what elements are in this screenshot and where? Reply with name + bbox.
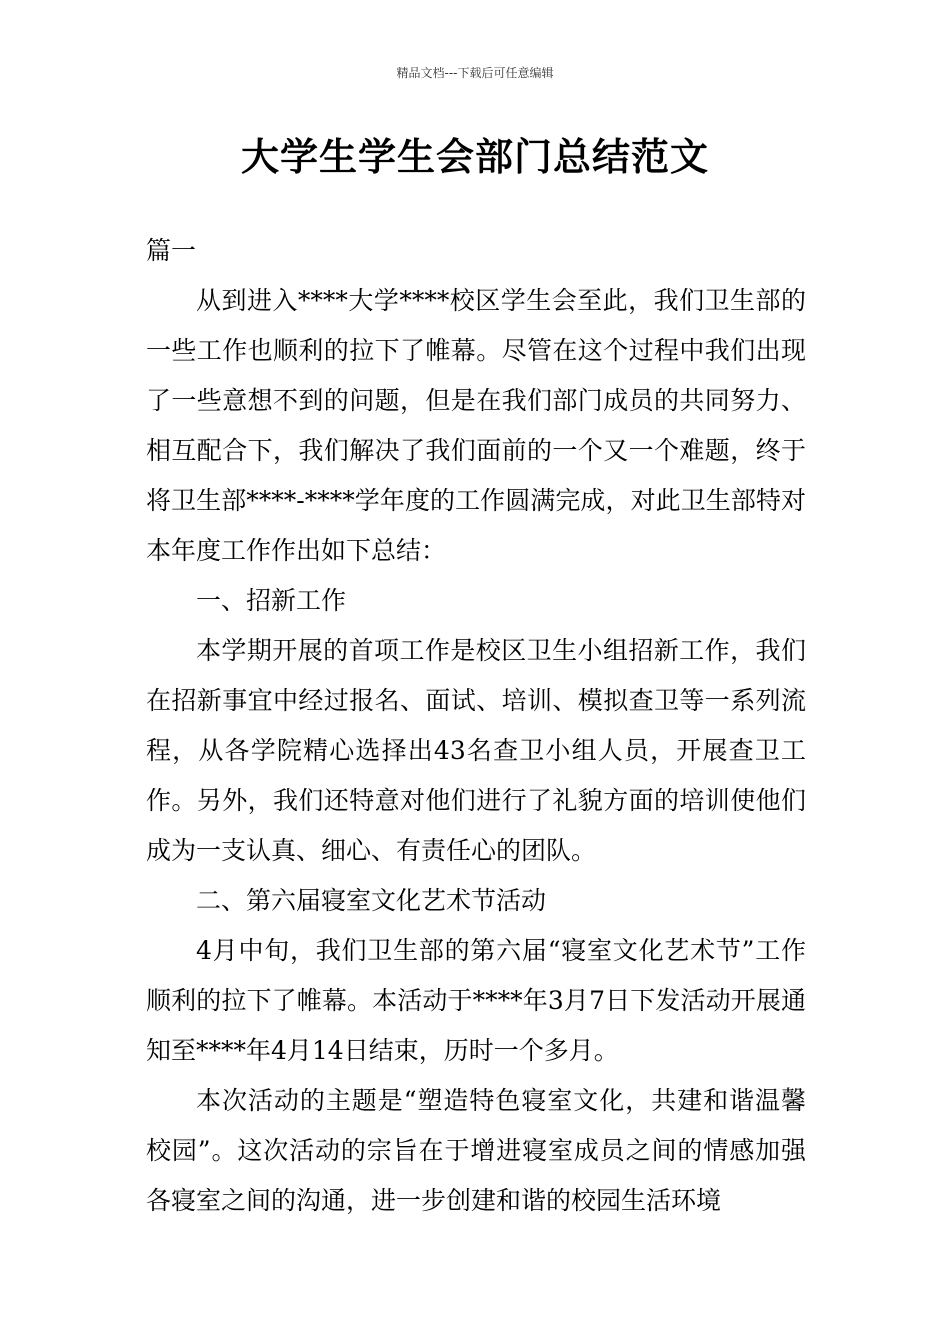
section-label: 篇一 [146,236,197,265]
paragraph-festival-theme: 本次活动的主题是“塑造特色寝室文化，共建和谐温馨校园”。这次活动的宗旨在于增进寝室成员之间的情感加强各寝室之间的沟通，进一步创建和谐的校园生活环境 [146,1086,806,1215]
heading-festival: 二、第六届寝室文化艺术节活动 [196,886,547,915]
page-title: 大学生学生会部门总结范文 [240,135,709,179]
paragraph-intro: 从到进入****大学****校区学生会至此，我们卫生部的一些工作也顺利的拉下了帷幕。尽管在这个过程中我们出现了一些意想不到的问题，但是在我们部门成员的共同努力、相互配合下，我们解决了我们面前的一个又一个难题，终于将卫生部****-****学年度的工作圆满完成，对此卫生部特对本年度工作作出如下总结： [146,286,806,565]
heading-recruitment: 一、招新工作 [196,586,347,615]
paragraph-festival-dates: 4月中旬，我们卫生部的第六届“寝室文化艺术节”工作顺利的拉下了帷幕。本活动于****年3月7日下发活动开展通知至****年4月14日结束，历时一个多月。 [146,936,806,1065]
paragraph-recruitment: 本学期开展的首项工作是校区卫生小组招新工作，我们在招新事宜中经过报名、面试、培训、模拟查卫等一系列流程，从各学院精心选择出43名查卫小组人员，开展查卫工作。另外，我们还特意对他们进行了礼貌方面的培训使他们成为一支认真、细心、有责任心的团队。 [146,636,806,865]
header-note: 精品文档---下载后可任意编辑 [396,66,554,80]
document-body [146,226,806,1226]
